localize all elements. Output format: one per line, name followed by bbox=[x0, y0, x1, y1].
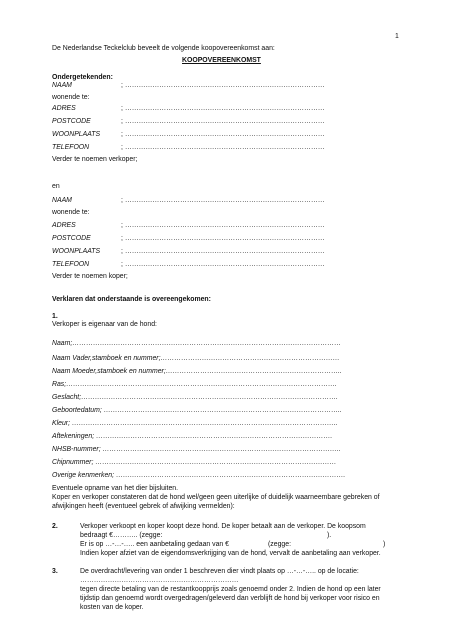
undersigned-heading: Ondergetekenden: bbox=[52, 74, 113, 81]
defects-note: Koper en verkoper constateren dat de hond wel/geen geen uiterlijke of duidelijk waarneembare gebreken of afwijkingen heeft (eventueel gebrek of afwijking vermelden): bbox=[52, 494, 380, 510]
seller-address-label: ADRES bbox=[52, 105, 76, 112]
down-payment-text: Er is op …-…-….. een aanbetaling gedaan van € bbox=[80, 541, 230, 548]
buyer-postcode-label: POSTCODE bbox=[52, 235, 91, 242]
dotted-line: …………………………………………………………………………… bbox=[124, 105, 325, 112]
dog-birthdate-field: Geboortedatum; ………………………………………………………………………………………….. bbox=[52, 407, 342, 414]
dog-sex-field: Geslacht;…………………………………………………………………………………………………. bbox=[52, 394, 338, 401]
seller-residing-text: wonende te: bbox=[52, 94, 90, 101]
seller-city-field: ; …………………………………………………………………………… bbox=[121, 131, 325, 138]
buyer-address-field: ; …………………………………………………………………………… bbox=[121, 222, 325, 229]
seller-postcode-field: ; …………………………………………………………………………… bbox=[121, 118, 325, 125]
section-2-line-4: Indien koper afziet van de eigendomsverkrijging van de hond, vervalt de aanbetaling aan verkoper. bbox=[80, 550, 381, 557]
buyer-name-label: NAAM bbox=[52, 197, 72, 204]
dotted-line: …………………………………………………………………………… bbox=[124, 131, 325, 138]
seller-role-text: Verder te noemen verkoper; bbox=[52, 156, 138, 163]
seller-city-label: WOONPLAATS bbox=[52, 131, 101, 138]
section-3-line-3: tegen directe betaling van de restantkoopprijs zoals genoemd onder 2. Indien de hond op een later bbox=[80, 586, 381, 593]
section-3-line-1: De overdracht/levering van onder 1 beschreven dier vindt plaats op …-…-….. op de locatie: bbox=[80, 568, 359, 575]
section-2-line-1: Verkoper verkoopt en koper koopt deze hond. De koper betaalt aan de verkoper. De koopsom bbox=[80, 523, 366, 530]
section-3-number: 3. bbox=[52, 568, 58, 575]
section-1-number: 1. bbox=[52, 313, 58, 320]
photo-note: Eventuele opname van het dier bijsluiten. bbox=[52, 485, 179, 492]
dotted-line: …………………………………………………………………………… bbox=[124, 144, 325, 151]
dotted-line: …………………………………………………………………………… bbox=[124, 222, 325, 229]
intro-text: De Nederlandse Teckelclub beveelt de volgende koopovereenkomst aan: bbox=[52, 45, 275, 52]
buyer-name-field: ; …………………………………………………………………………… bbox=[121, 197, 325, 204]
section-1-text: Verkoper is eigenaar van de hond: bbox=[52, 321, 157, 328]
buyer-postcode-field: ; …………………………………………………………………………… bbox=[121, 235, 325, 242]
seller-name-field: ; …………………………………………………………………………… bbox=[121, 82, 325, 89]
dotted-line: …………………………………………………………………………… bbox=[124, 235, 325, 242]
dog-color-field: Kleur; …………………………………………………………………………………………………….. bbox=[52, 420, 338, 427]
buyer-phone-label: TELEFOON bbox=[52, 261, 90, 268]
location-dotted-line: …………………………………………………………… bbox=[80, 577, 239, 584]
seller-postcode-label: POSTCODE bbox=[52, 118, 91, 125]
buyer-address-label: ADRES bbox=[52, 222, 76, 229]
down-payment-say-text: (zegge: bbox=[268, 541, 291, 548]
dog-nhsb-field: NHSB-nummer; ………………………………………………………………………………………….. bbox=[52, 446, 341, 453]
page-number: 1 bbox=[395, 33, 399, 40]
seller-address-field: ; …………………………………………………………………………… bbox=[121, 105, 325, 112]
buyer-city-field: ; …………………………………………………………………………… bbox=[121, 248, 325, 255]
dog-dam-field: Naam Moeder,stamboek en nummer;………………………………………………………………….. bbox=[52, 368, 342, 375]
section-3-line-4: tijdstip dan genoemd wordt overgedragen/geleverd dan verblijft de hond bij verkoper voor risico en bbox=[80, 595, 380, 602]
dotted-line: …………………………………………………………………………… bbox=[124, 248, 325, 255]
dog-breed-field: Ras;………………………………………………………………………………………………………. bbox=[52, 381, 337, 388]
buyer-phone-field: ; …………………………………………………………………………… bbox=[121, 261, 325, 268]
and-text: en bbox=[52, 183, 60, 190]
buyer-role-text: Verder te noemen koper; bbox=[52, 273, 128, 280]
down-payment-close: ) bbox=[383, 541, 386, 548]
dog-markings-field: Aftekeningen; …………………………………………………………………………………………. bbox=[52, 433, 333, 440]
seller-phone-field: ; …………………………………………………………………………… bbox=[121, 144, 325, 151]
dog-other-field: Overige kenmerken; ………………………………………………………………………………………. bbox=[52, 472, 346, 479]
dotted-line: …………………………………………………………………………… bbox=[124, 197, 325, 204]
dotted-line: …………………………………………………………………………… bbox=[124, 261, 325, 268]
dog-sire-field: Naam Vader,stamboek en nummer;…………………………………………………………………… bbox=[52, 355, 340, 362]
seller-name-label: NAAM bbox=[52, 82, 72, 89]
dotted-line: …………………………………………………………………………… bbox=[124, 118, 325, 125]
purchase-price-text: bedraagt €……….. (zegge: bbox=[80, 532, 163, 539]
section-2-number: 2. bbox=[52, 523, 58, 530]
document-title: KOOPOVEREENKOMST bbox=[182, 57, 261, 64]
buyer-city-label: WOONPLAATS bbox=[52, 248, 101, 255]
purchase-price-close: ). bbox=[327, 532, 332, 539]
dotted-line: …………………………………………………………………………… bbox=[124, 82, 325, 89]
seller-phone-label: TELEFOON bbox=[52, 144, 90, 151]
section-3-line-5: kosten van de koper. bbox=[80, 604, 144, 611]
dog-chip-field: Chipnummer; …………………………………………………………………………………………… bbox=[52, 459, 337, 466]
agreement-heading: Verklaren dat onderstaande is overeengekomen: bbox=[52, 296, 211, 303]
buyer-residing-text: wonende te: bbox=[52, 209, 90, 216]
dog-name-field: Naam;……………………………………………………………………………………………………… bbox=[52, 340, 342, 347]
